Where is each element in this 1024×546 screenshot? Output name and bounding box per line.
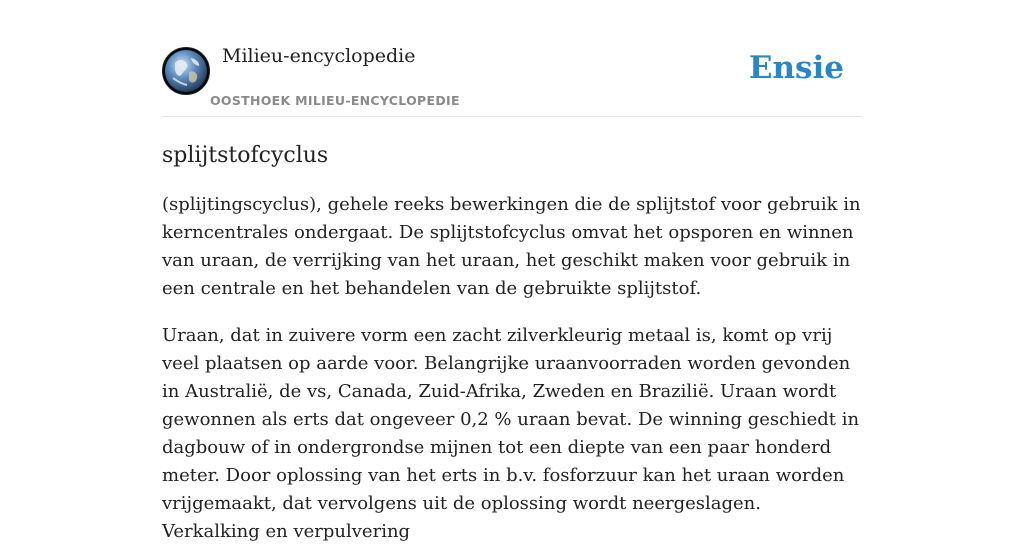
article-paragraph: (splijtingscyclus), gehele reeks bewerkingen die de splijtstof voor gebruik in kerncentrales ondergaat. De splijtstofcyclus omvat het opsporen en winnen van uraan, de verrijking van het uraan, het geschikt maken voor gebruik in een centrale en het behandelen van de gebruikte splijtstof. bbox=[162, 194, 861, 299]
source-subtitle[interactable]: OOSTHOEK MILIEU-ENCYCLOPEDIE bbox=[210, 93, 460, 108]
source-title[interactable]: Milieu-encyclopedie bbox=[222, 45, 416, 67]
article-paragraph: Uraan, dat in zuivere vorm een zacht zilverkleurig metaal is, komt op vrij veel plaatsen op aarde voor. Belangrijke uraanvoorraden worden gevonden in Australië, de vs, Canada, Zuid-Afrika, Zweden en Brazilië. Uraan wordt gewonnen als erts dat ongeveer 0,2 % uraan bevat. De winning geschiedt in dagbouw of in ondergrondse mijnen tot een diepte van een paar honderd meter. Door oplossing van het erts in b.v. fosforzuur kan het uraan worden vrijgemaakt, dat vervolgens uit de oplossing wordt neergeslagen. Verkalking en verpulvering bbox=[162, 325, 860, 542]
header bbox=[162, 0, 862, 117]
article-title: splijtstofcyclus bbox=[162, 143, 329, 168]
earth-globe-icon[interactable] bbox=[162, 47, 210, 95]
page bbox=[162, 0, 862, 546]
ensie-logo-link[interactable]: Ensie bbox=[748, 50, 844, 86]
